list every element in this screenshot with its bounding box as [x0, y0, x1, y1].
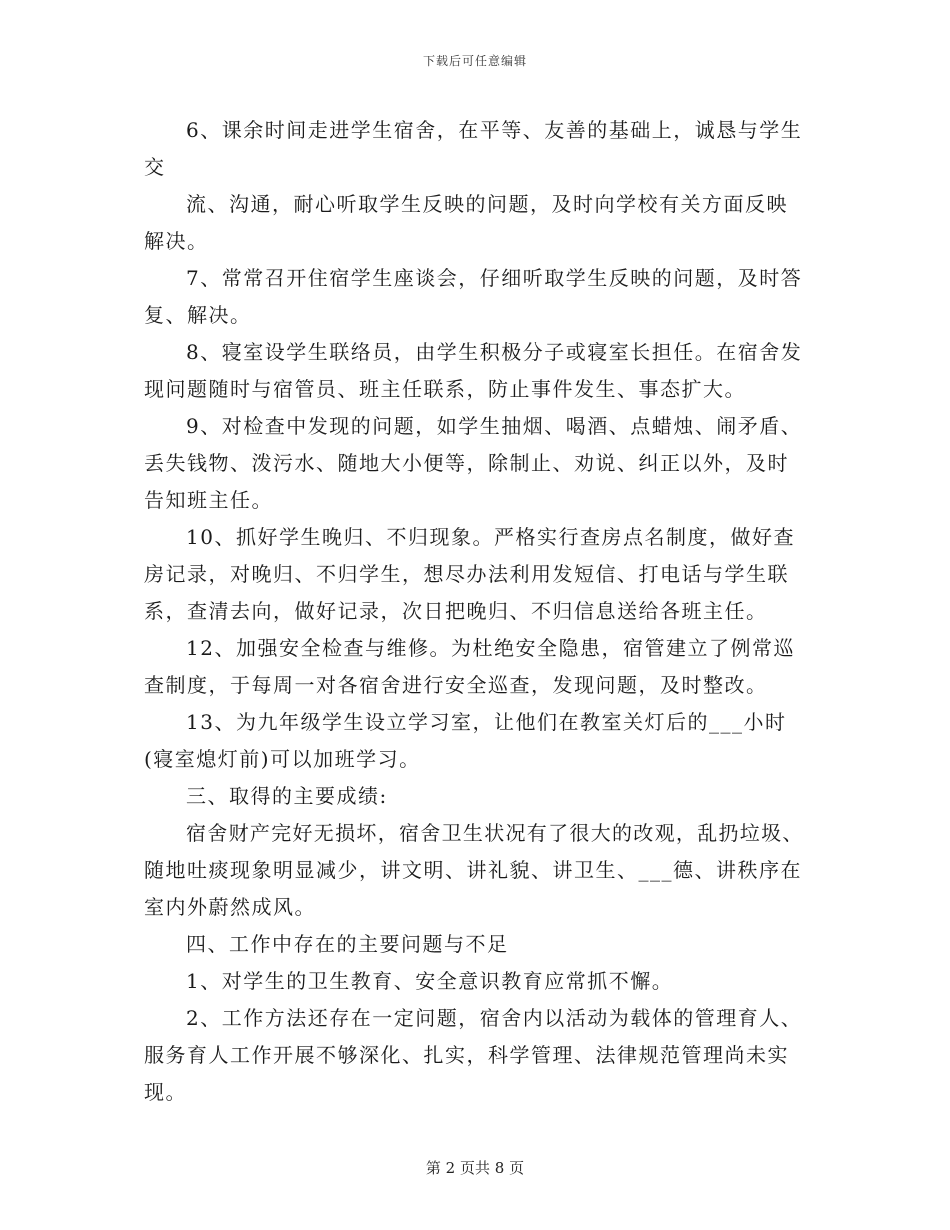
- text-line: 6、课余时间走进学生宿舍，在平等、友善的基础上，诚恳与学生: [186, 118, 803, 142]
- text-line: 9、对检查中发现的问题，如学生抽烟、喝酒、点蜡烛、闹矛盾、: [186, 414, 803, 438]
- text-line: 三、取得的主要成绩:: [186, 784, 388, 808]
- text-line: 7、常常召开住宿学生座谈会，仔细听取学生反映的问题，及时答: [186, 266, 803, 290]
- text-line: 告知班主任。: [144, 488, 273, 512]
- text-line: (寝室熄灯前)可以加班学习。: [144, 747, 421, 771]
- text-line: 查制度，于每周一对各宿舍进行安全巡查，发现问题，及时整改。: [144, 673, 768, 697]
- text-line: 现问题随时与宿管员、班主任联系，防止事件发生、事态扩大。: [144, 377, 746, 401]
- text-line: 10、抓好学生晚归、不归现象。严格实行查房点名制度，做好查: [186, 525, 795, 549]
- text-line: 复、解决。: [144, 303, 252, 327]
- text-line: 室内外蔚然成风。: [144, 895, 316, 919]
- text-line: 流、沟通，耐心听取学生反映的问题，及时向学校有关方面反映: [186, 192, 788, 216]
- text-line: 丢失钱物、泼污水、随地大小便等，除制止、劝说、纠正以外，及时: [144, 451, 789, 475]
- text-line: 2、工作方法还存在一定问题，宿舍内以活动为载体的管理育人、: [186, 1006, 803, 1030]
- text-line: 现。: [144, 1080, 187, 1104]
- text-line: 四、工作中存在的主要问题与不足: [186, 932, 509, 956]
- text-line: 服务育人工作开展不够深化、扎实，科学管理、法律规范管理尚未实: [144, 1043, 789, 1067]
- page-header: 下载后可任意编辑: [422, 54, 527, 68]
- text-line: 随地吐痰现象明显减少，讲文明、讲礼貌、讲卫生、___德、讲秩序在: [144, 858, 802, 882]
- text-line: 13、为九年级学生设立学习室，让他们在教室关灯后的___小时: [186, 710, 787, 734]
- page-footer: 第 2 页共 8 页: [425, 1159, 525, 1177]
- document-body: [144, 112, 809, 1111]
- text-line: 房记录，对晚归、不归学生，想尽办法利用发短信、打电话与学生联: [144, 562, 789, 586]
- text-line: 12、加强安全检查与维修。为杜绝安全隐患，宿管建立了例常巡: [186, 636, 795, 660]
- text-line: 系，查清去向，做好记录，次日把晚归、不归信息送给各班主任。: [144, 599, 768, 623]
- text-line: 8、寝室设学生联络员，由学生积极分子或寝室长担任。在宿舍发: [186, 340, 803, 364]
- text-line: 解决。: [144, 229, 209, 253]
- text-line: 1、对学生的卫生教育、安全意识教育应常抓不懈。: [186, 969, 674, 993]
- text-line: 宿舍财产完好无损坏，宿舍卫生状况有了很大的改观，乱扔垃圾、: [186, 821, 804, 845]
- text-line: 交: [144, 155, 166, 179]
